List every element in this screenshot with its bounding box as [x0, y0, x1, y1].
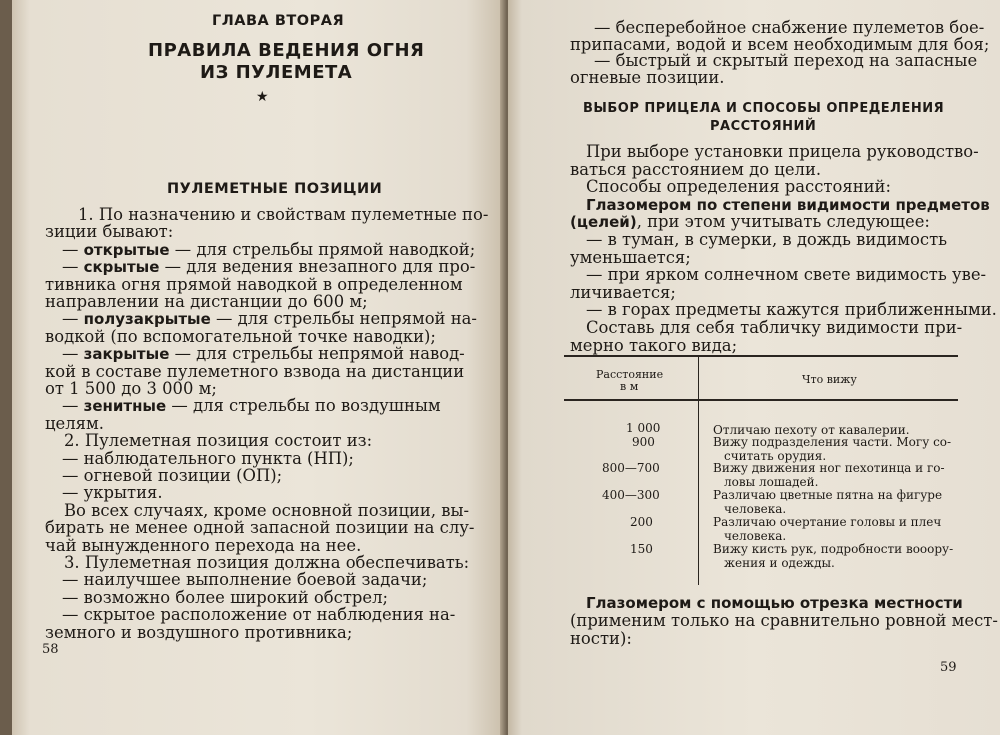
- star-ornament: ★: [256, 89, 269, 105]
- section-title-sight-line-1: ВЫБОР ПРИЦЕЛА И СПОСОБЫ ОПРЕДЕЛЕНИЯ: [583, 101, 945, 116]
- text-run: ности):: [570, 628, 632, 648]
- text-run: — в туман, в сумерки, в дождь видимость: [586, 230, 948, 249]
- table-column-divider: [698, 357, 699, 585]
- text-run: мерно такого вида;: [570, 335, 738, 355]
- text-line: [64, 432, 372, 450]
- chapter-title-line-1: ПРАВИЛА ВЕДЕНИЯ ОГНЯ: [148, 40, 425, 61]
- text-line: [45, 328, 436, 346]
- text-run: водкой (по вспомогательной точке наводки);: [45, 326, 436, 346]
- text-run: личивается;: [570, 282, 676, 302]
- text-run: Способы определения расстояний:: [586, 177, 891, 197]
- text-line: [45, 223, 173, 241]
- text-line: [570, 630, 632, 648]
- bold-term: Глазомером с помощью отрезка местности: [586, 594, 963, 612]
- text-run: 1. По назначению и свойствам пулеметные по-: [78, 205, 489, 224]
- section-title-positions: ПУЛЕМЕТНЫЕ ПОЗИЦИИ: [167, 181, 383, 197]
- table-cell-description: Различаю цветные пятна на фигуре: [713, 488, 943, 502]
- table-cell-description: Отличаю пехоту от кавалерии.: [713, 423, 910, 437]
- table-cell-distance: 200: [630, 515, 653, 529]
- text-run: — бесперебойное снабжение пулеметов бое-: [594, 18, 985, 37]
- text-run: — для ведения внезапного для про-: [159, 257, 476, 277]
- text-run: —: [62, 396, 84, 416]
- table-cell-description: Вижу подразделения части. Могу со-: [713, 435, 952, 449]
- text-run: При выборе установки прицела руководство-: [586, 142, 979, 161]
- text-run: Составь для себя табличку видимости при-: [586, 318, 963, 337]
- table-header-unit: в м: [620, 380, 639, 393]
- text-run: тивника огня прямой наводкой в определенном: [45, 274, 463, 294]
- text-line: [45, 293, 368, 311]
- table-cell-description: Вижу кисть рук, подробности вооору-: [713, 542, 954, 556]
- text-run: —: [62, 239, 84, 259]
- text-line: [586, 231, 947, 249]
- table-header-distance: Расстояние: [596, 368, 664, 381]
- text-line: [586, 594, 963, 613]
- table-cell-distance: 1 000: [626, 421, 661, 435]
- text-run: ваться расстоянием до цели.: [570, 159, 822, 179]
- page-number-right: 59: [940, 660, 957, 675]
- table-cell-description: Вижу движения ног пехотинца и го-: [713, 461, 945, 475]
- text-run: уменьшается;: [570, 247, 691, 267]
- text-line: [570, 249, 691, 267]
- text-run: , при этом учитывать следующее:: [636, 212, 930, 232]
- text-line: [64, 502, 469, 520]
- text-run: чай вынужденного перехода на нее.: [45, 535, 362, 555]
- text-line: [62, 571, 427, 589]
- text-line: [570, 69, 725, 87]
- chapter-title-line-2: ИЗ ПУЛЕМЕТА: [200, 62, 353, 83]
- text-run: 3. Пулеметная позиция должна обеспечивать:: [64, 553, 470, 572]
- text-line: [570, 612, 998, 630]
- right-page: [508, 0, 1000, 735]
- text-line: [64, 554, 469, 572]
- text-run: — наилучшее выполнение боевой задачи;: [62, 570, 428, 590]
- left-page: [12, 0, 506, 735]
- text-run: —: [62, 257, 84, 277]
- bold-term: Глазомером по степени видимости предметов: [586, 195, 990, 214]
- text-run: (применим только на сравнительно ровной мест-: [570, 610, 998, 630]
- bold-term: открытые: [83, 240, 170, 259]
- text-run: — для стрельбы непрямой навод-: [169, 344, 465, 364]
- text-line: [45, 624, 352, 642]
- text-line: [570, 337, 737, 355]
- table-cell-description: жения и одежды.: [724, 556, 835, 570]
- text-line: [62, 484, 163, 502]
- text-run: кой в составе пулеметного взвода на дистанции: [45, 361, 465, 381]
- section-title-sight-line-2: РАССТОЯНИЙ: [710, 119, 817, 134]
- text-run: — огневой позиции (ОП);: [62, 466, 283, 485]
- text-run: —: [62, 309, 84, 329]
- text-run: от 1 500 до 3 000 м;: [45, 379, 217, 398]
- text-run: Во всех случаях, кроме основной позиции, вы-: [64, 500, 470, 520]
- text-line: [586, 301, 997, 319]
- page-number-left: 58: [42, 642, 59, 657]
- bold-term: полузакрытые: [83, 310, 211, 329]
- table-cell-description: считать орудия.: [724, 449, 827, 463]
- text-line: [570, 161, 821, 179]
- text-run: —: [62, 344, 84, 364]
- text-line: [62, 606, 455, 624]
- text-line: [586, 319, 962, 337]
- text-line: [78, 206, 488, 224]
- table-cell-distance: 150: [630, 542, 653, 556]
- text-run: бирать не менее одной запасной позиции на слу-: [45, 518, 475, 538]
- text-run: земного и воздушного противника;: [45, 622, 353, 642]
- chapter-label: ГЛАВА ВТОРАЯ: [212, 13, 345, 29]
- text-line: [45, 380, 217, 398]
- text-run: — при ярком солнечном свете видимость уве-: [586, 265, 987, 285]
- text-run: направлении на дистанции до 600 м;: [45, 292, 368, 311]
- table-top-rule: [564, 355, 958, 357]
- text-line: [62, 467, 282, 485]
- table-cell-distance: 800—700: [602, 461, 660, 475]
- table-cell-description: человека.: [724, 502, 787, 516]
- text-run: — для стрельбы по воздушным: [166, 396, 441, 416]
- text-line: [586, 178, 891, 196]
- text-line: [62, 397, 441, 416]
- table-cell-distance: 900: [632, 435, 655, 449]
- text-run: — для стрельбы непрямой на-: [210, 309, 477, 329]
- table-cell-description: человека.: [724, 529, 787, 543]
- text-run: — скрытое расположение от наблюдения на-: [62, 605, 456, 625]
- text-line: [45, 537, 361, 555]
- table-cell-description: ловы лошадей.: [724, 475, 819, 489]
- table-cell-distance: 400—300: [602, 488, 660, 502]
- bold-term: закрытые: [83, 345, 170, 364]
- text-line: [62, 589, 388, 607]
- text-line: [570, 284, 676, 302]
- text-line: [586, 143, 979, 161]
- text-line: [45, 276, 463, 294]
- text-line: [45, 363, 464, 381]
- bold-term: скрытые: [83, 258, 160, 277]
- table-header-what-i-see: Что вижу: [802, 373, 857, 386]
- text-run: — быстрый и скрытый переход на запасные: [594, 51, 978, 70]
- text-run: — наблюдательного пункта (НП);: [62, 448, 354, 468]
- text-line: [45, 519, 474, 537]
- text-run: — в горах предметы кажутся приближенными.: [586, 300, 997, 320]
- text-line: [62, 450, 354, 468]
- table-header-rule: [564, 399, 958, 401]
- text-run: — укрытия.: [62, 483, 163, 503]
- text-run: целям.: [45, 413, 104, 433]
- text-run: огневые позиции.: [570, 67, 725, 87]
- text-run: зиции бывают:: [45, 222, 174, 242]
- text-line: [586, 266, 986, 284]
- text-run: — для стрельбы прямой наводкой;: [169, 239, 476, 259]
- table-cell-description: Различаю очертание головы и плеч: [713, 515, 942, 529]
- bold-term: (целей): [570, 213, 637, 232]
- text-run: 2. Пулеметная позиция состоит из:: [64, 431, 373, 451]
- text-line: [45, 415, 104, 433]
- text-run: — возможно более широкий обстрел;: [62, 587, 389, 607]
- text-run: припасами, водой и всем необходимым для боя;: [570, 34, 990, 54]
- bold-term: зенитные: [83, 397, 167, 416]
